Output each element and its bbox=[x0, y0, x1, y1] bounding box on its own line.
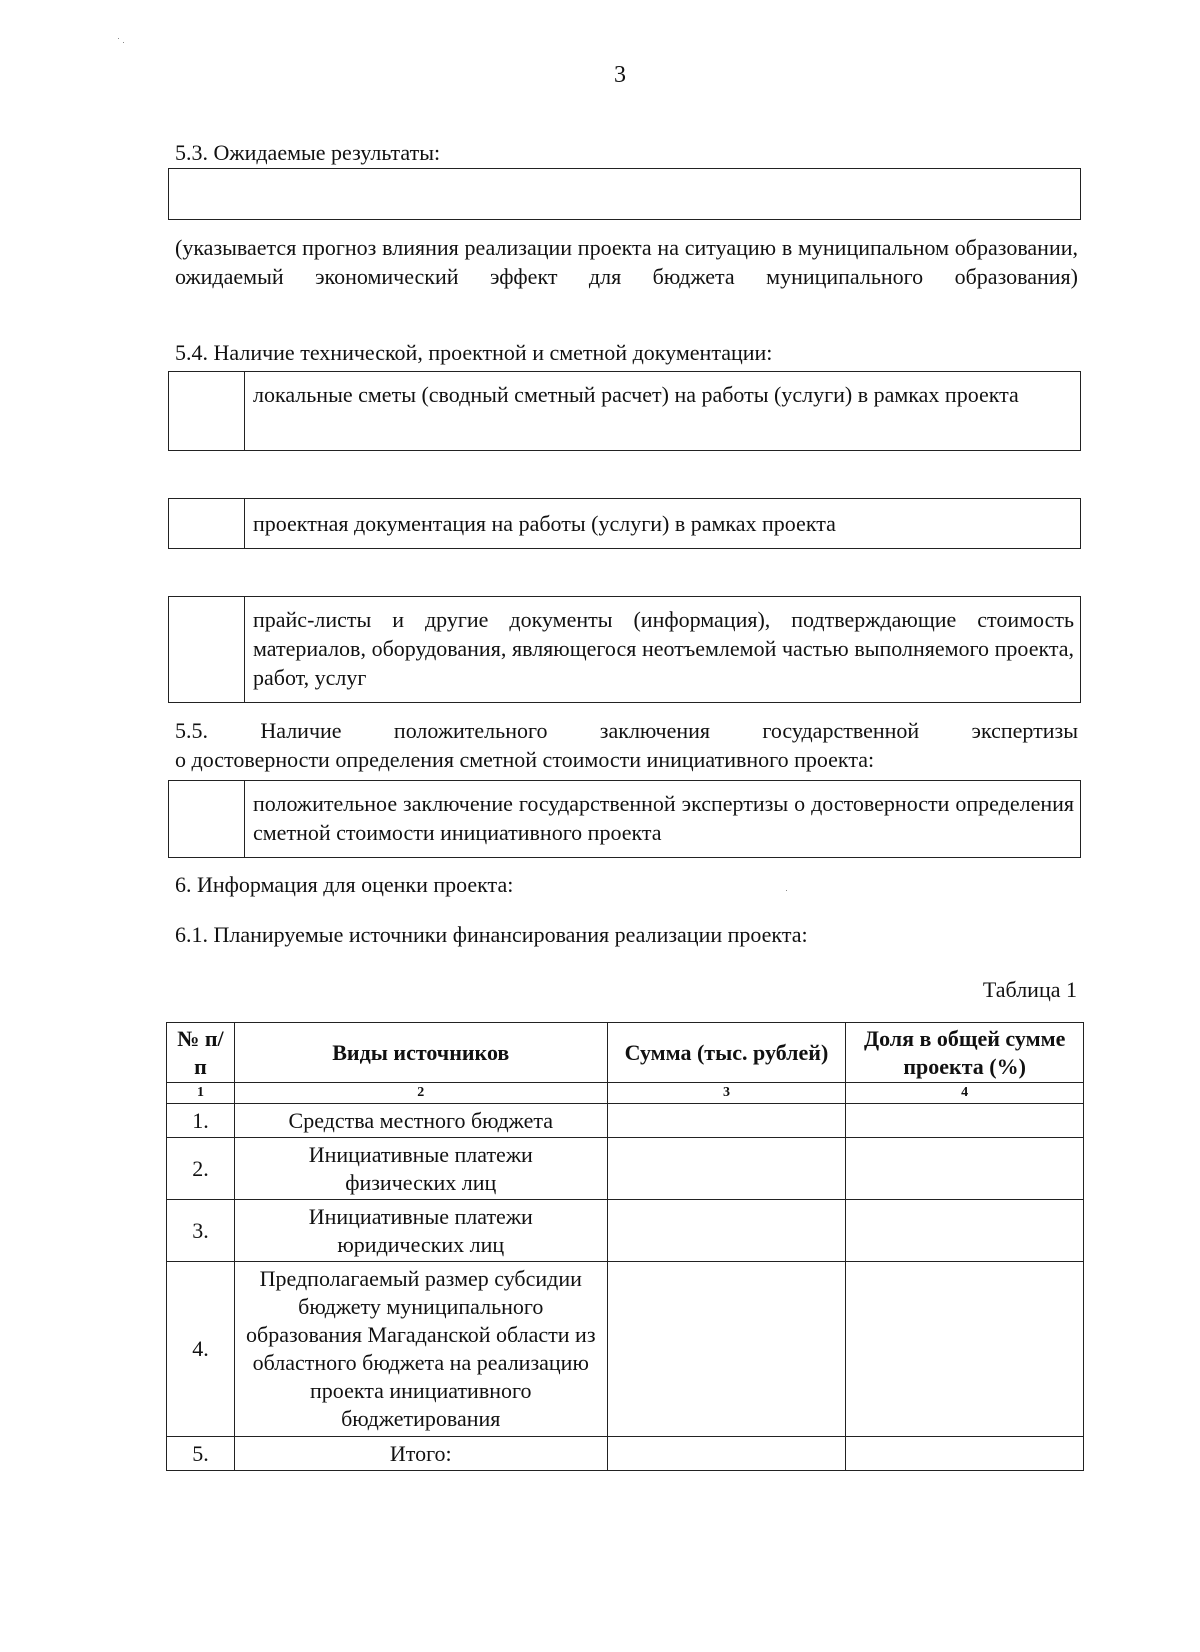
table-caption: Таблица 1 bbox=[982, 977, 1077, 1002]
doc-option-project-documentation bbox=[168, 498, 1081, 549]
checkbox-expertise[interactable] bbox=[169, 781, 245, 857]
header-share: Доля в общей сумме проекта (%) bbox=[846, 1023, 1084, 1083]
row-source: Инициативные платежи физических лиц bbox=[234, 1138, 607, 1200]
row-source: Средства местного бюджета bbox=[234, 1104, 607, 1138]
table-row bbox=[167, 1200, 1084, 1262]
header-number: № п/п bbox=[167, 1023, 235, 1083]
row-number: 2. bbox=[167, 1138, 235, 1200]
row-number: 5. bbox=[167, 1437, 235, 1471]
doc-option-label: прайс-листы и другие документы (информация), подтверждающие стоимость материалов, оборудования, являющегося неотъемлемой частью выполняемого проекта, работ, услуг bbox=[253, 607, 1074, 690]
column-number: 3 bbox=[607, 1083, 846, 1104]
row-share-cell[interactable] bbox=[846, 1262, 1084, 1437]
page-number: 3 bbox=[614, 62, 626, 88]
checkbox-price-lists[interactable] bbox=[169, 597, 245, 702]
scan-speck bbox=[118, 38, 119, 39]
table-header-row bbox=[167, 1023, 1084, 1083]
row-number: 4. bbox=[167, 1262, 235, 1437]
section-5-4-heading: 5.4. Наличие технической, проектной и сметной документации: bbox=[175, 340, 773, 365]
doc-option-local-estimates bbox=[168, 371, 1081, 451]
table-row-total bbox=[167, 1437, 1084, 1471]
row-share-cell[interactable] bbox=[846, 1437, 1084, 1471]
row-share-cell[interactable] bbox=[846, 1104, 1084, 1138]
doc-option-label: проектная документация на работы (услуги) в рамках проекта bbox=[253, 511, 836, 536]
doc-option-price-lists bbox=[168, 596, 1081, 703]
row-amount-cell[interactable] bbox=[607, 1262, 846, 1437]
column-number-row bbox=[167, 1083, 1084, 1104]
column-number: 1 bbox=[167, 1083, 235, 1104]
expertise-option-label: положительное заключение государственной экспертизы о достоверности определения сметной стоимости инициативного проекта bbox=[253, 791, 1074, 845]
row-share-cell[interactable] bbox=[846, 1138, 1084, 1200]
row-source: Итого: bbox=[234, 1437, 607, 1471]
header-amount: Сумма (тыс. рублей) bbox=[607, 1023, 846, 1083]
row-amount-cell[interactable] bbox=[607, 1200, 846, 1262]
row-source: Инициативные платежи юридических лиц bbox=[234, 1200, 607, 1262]
row-number: 1. bbox=[167, 1104, 235, 1138]
section-5-3-note: (указывается прогноз влияния реализации проекта на ситуацию в муниципальном образовании, ожидаемый экономический эффект для бюджета муниципального образования) bbox=[175, 235, 1078, 289]
table-row bbox=[167, 1262, 1084, 1437]
scan-speck bbox=[123, 42, 124, 43]
expected-results-field[interactable] bbox=[168, 168, 1081, 220]
column-number: 4 bbox=[846, 1083, 1084, 1104]
row-amount-cell[interactable] bbox=[607, 1437, 846, 1471]
section-5-5-heading: 5.5. Наличие положительного заключения государственной экспертизы bbox=[175, 718, 1078, 743]
checkbox-project-documentation[interactable] bbox=[169, 499, 245, 548]
scan-speck bbox=[786, 890, 787, 891]
row-amount-cell[interactable] bbox=[607, 1104, 846, 1138]
section-5-3-heading: 5.3. Ожидаемые результаты: bbox=[175, 140, 441, 165]
doc-option-label: локальные сметы (сводный сметный расчет) на работы (услуги) в рамках проекта bbox=[253, 382, 1019, 407]
column-number: 2 bbox=[234, 1083, 607, 1104]
section-6-1-heading: 6.1. Планируемые источники финансирования реализации проекта: bbox=[175, 922, 808, 947]
header-source-types: Виды источников bbox=[234, 1023, 607, 1083]
row-number: 3. bbox=[167, 1200, 235, 1262]
section-5-5-heading-cont: о достоверности определения сметной стоимости инициативного проекта: bbox=[175, 747, 875, 772]
checkbox-local-estimates[interactable] bbox=[169, 372, 245, 450]
row-share-cell[interactable] bbox=[846, 1200, 1084, 1262]
expertise-option bbox=[168, 780, 1081, 858]
table-row bbox=[167, 1104, 1084, 1138]
row-amount-cell[interactable] bbox=[607, 1138, 846, 1200]
table-row bbox=[167, 1138, 1084, 1200]
section-6-heading: 6. Информация для оценки проекта: bbox=[175, 872, 514, 897]
row-source: Предполагаемый размер субсидии бюджету муниципального образования Магаданской области из областного бюджета на реализацию проекта инициативного бюджетирования bbox=[234, 1262, 607, 1437]
financing-sources-table bbox=[166, 1022, 1084, 1471]
